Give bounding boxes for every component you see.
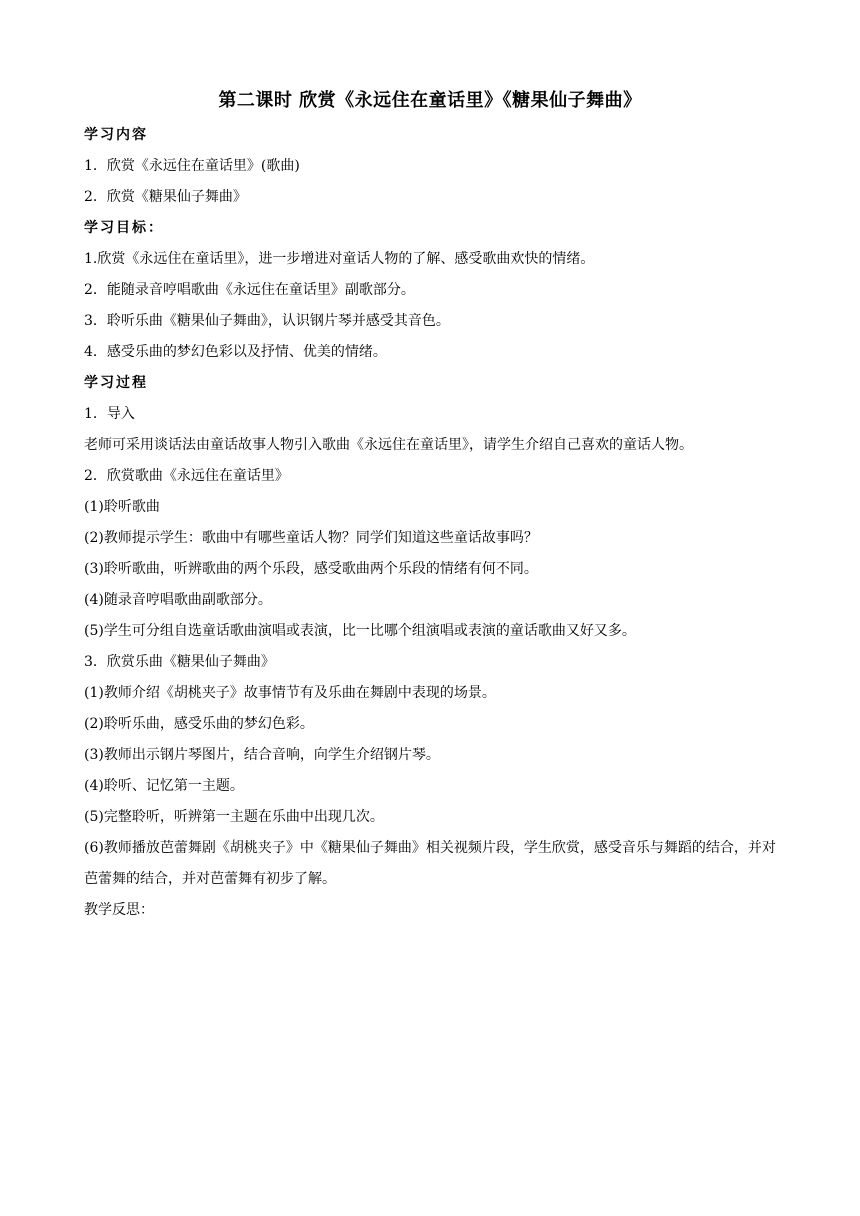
goal-item-3: 3．聆听乐曲《糖果仙子舞曲》，认识钢片琴并感受其音色。 [84, 313, 450, 329]
process-item-13: (4)聆听、记忆第一主题。 [84, 778, 244, 794]
process-item-4: (1)聆听歌曲 [84, 499, 160, 515]
page-title: 第二课时 欣赏《永远住在童话里》《糖果仙子舞曲》 [218, 90, 642, 111]
process-item-10: (1)教师介绍《胡桃夹子》故事情节有及乐曲在舞剧中表现的场景。 [84, 685, 496, 701]
goal-item-4: 4．感受乐曲的梦幻色彩以及抒情、优美的情绪。 [84, 344, 387, 360]
process-item-7: (4)随录音哼唱歌曲副歌部分。 [84, 592, 272, 608]
document-body [84, 120, 784, 926]
process-item-3: 2．欣赏歌曲《永远住在童话里》 [84, 468, 289, 484]
section-heading-goals: 学习目标： [84, 220, 164, 236]
goal-item-1: 1.欣赏《永远住在童话里》，进一步增进对童话人物的了解、感受歌曲欢快的情绪。 [84, 251, 595, 267]
process-item-9: 3．欣赏乐曲《糖果仙子舞曲》 [84, 654, 275, 670]
process-item-8: (5)学生可分组自选童话歌曲演唱或表演，比一比哪个组演唱或表演的童话歌曲又好又多。 [84, 623, 636, 639]
section-heading-reflection: 教学反思： [84, 902, 154, 918]
process-item-2: 老师可采用谈话法由童话故事人物引入歌曲《永远住在童话里》，请学生介绍自己喜欢的童话人物。 [84, 437, 693, 453]
process-item-14: (5)完整聆听，听辨第一主题在乐曲中出现几次。 [84, 809, 384, 825]
process-item-6: (3)聆听歌曲，听辨歌曲的两个乐段，感受歌曲两个乐段的情绪有何不同。 [84, 561, 538, 577]
section-heading-content: 学习内容 [84, 127, 148, 143]
content-item-2: 2．欣赏《糖果仙子舞曲》 [84, 189, 247, 205]
process-item-12: (3)教师出示钢片琴图片，结合音响，向学生介绍钢片琴。 [84, 747, 440, 763]
goal-item-2: 2．能随录音哼唱歌曲《永远住在童话里》副歌部分。 [84, 282, 415, 298]
section-heading-process: 学习过程 [84, 375, 148, 391]
process-item-5: (2)教师提示学生：歌曲中有哪些童话人物？同学们知道这些童话故事吗？ [84, 530, 538, 546]
process-item-1: 1．导入 [84, 406, 135, 422]
content-item-1: 1．欣赏《永远住在童话里》(歌曲) [84, 158, 300, 174]
process-item-15: (6)教师播放芭蕾舞剧《胡桃夹子》中《糖果仙子舞曲》相关视频片段，学生欣赏，感受音乐与舞蹈的结合，并对芭蕾舞的结合，并对芭蕾舞有初步了解。 [84, 840, 776, 887]
process-item-11: (2)聆听乐曲，感受乐曲的梦幻色彩。 [84, 716, 314, 732]
